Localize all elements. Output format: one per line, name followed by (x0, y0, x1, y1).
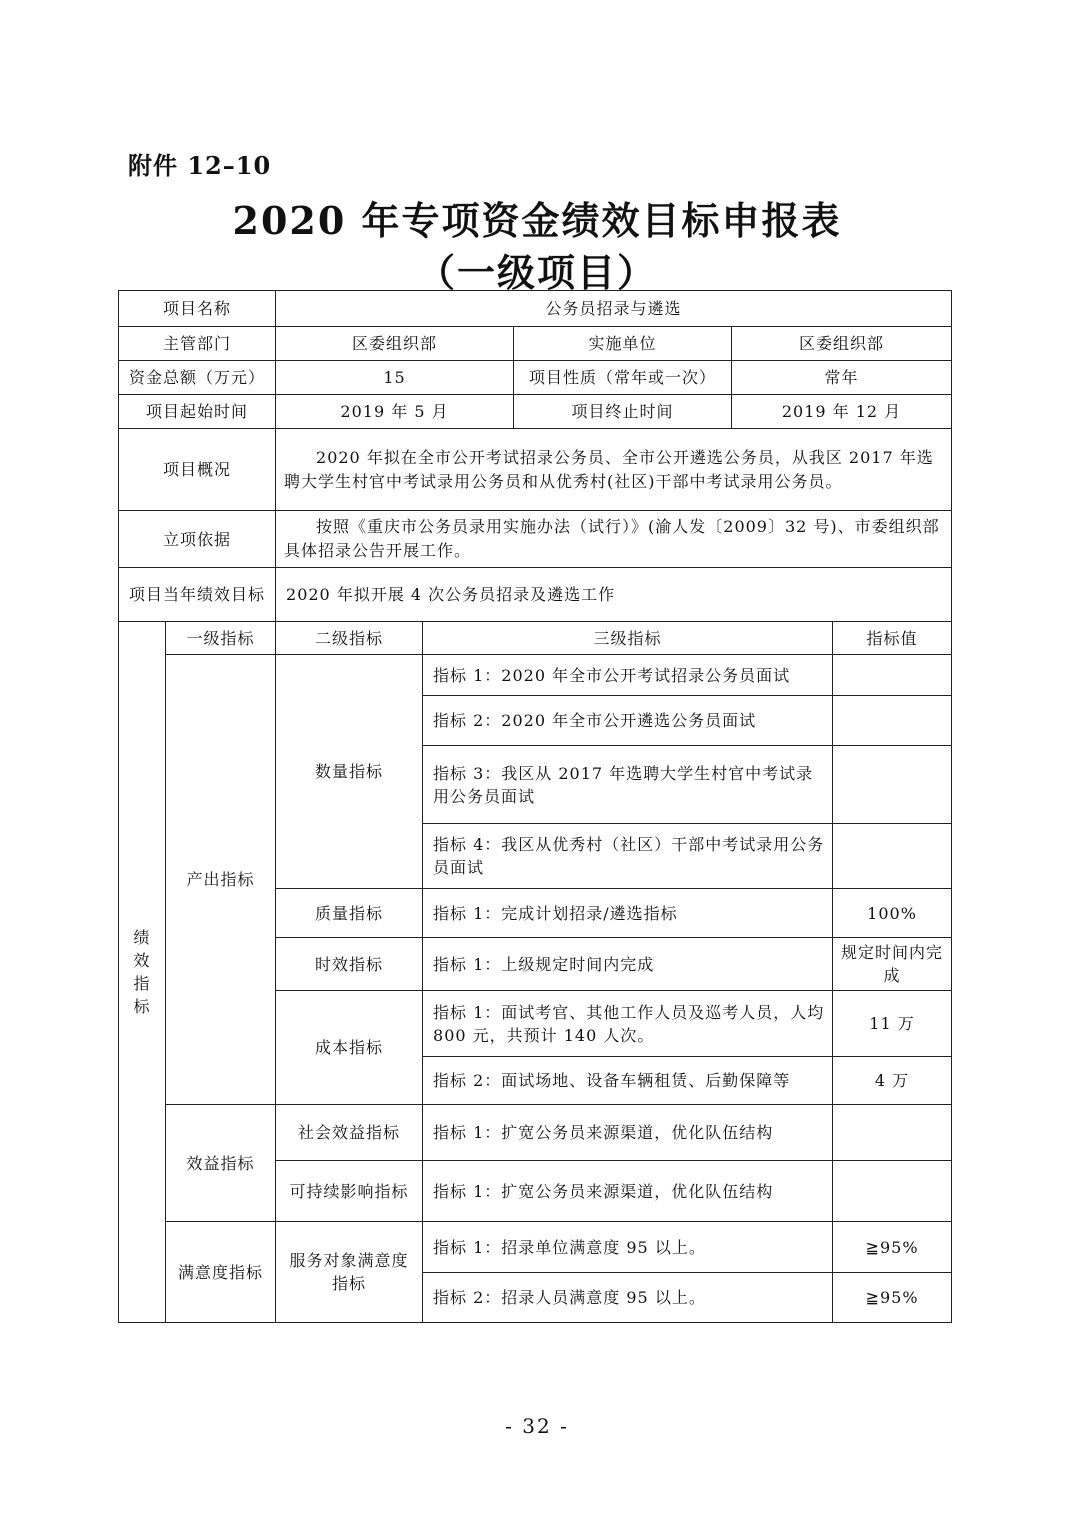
service-satisfaction-label: 服务对象满意度指标 (276, 1222, 423, 1323)
quantity-item-2: 指标 2：2020 年全市公开遴选公务员面试 (423, 696, 833, 746)
header-level3: 三级指标 (423, 622, 833, 655)
satisfaction-item-1: 指标 1：招录单位满意度 95 以上。 (423, 1222, 833, 1273)
timeliness-indicator-label: 时效指标 (276, 938, 423, 991)
row-dates (119, 395, 952, 429)
row-basis (119, 511, 952, 568)
performance-indicators-label: 绩效指标 (119, 622, 166, 1323)
basis-text: 按照《重庆市公务员录用实施办法（试行）》(渝人发〔2009〕32 号)、市委组织部具体招录公告开展工作。 (284, 517, 940, 560)
page-subtitle: （一级项目） (416, 250, 657, 295)
start-label: 项目起始时间 (119, 395, 276, 429)
satisfaction-item-2: 指标 2：招录人员满意度 95 以上。 (423, 1273, 833, 1323)
quantity-item-4: 指标 4：我区从优秀村（社区）干部中考试录用公务员面试 (423, 824, 833, 889)
cost-value-1: 11 万 (833, 991, 952, 1057)
nature-label: 项目性质（常年或一次） (514, 361, 732, 395)
overview-text: 2020 年拟在全市公开考试招录公务员、全市公开遴选公务员，从我区 2017 年选聘大学生村官中考试录用公务员和从优秀村(社区)干部中考试录用公务员。 (284, 447, 934, 491)
impl-label: 实施单位 (514, 327, 732, 361)
timeliness-value: 规定时间内完成 (833, 938, 952, 991)
row-satisfaction-1 (119, 1222, 952, 1273)
nature-value: 常年 (732, 361, 952, 395)
overview-label: 项目概况 (119, 429, 276, 511)
quantity-item-1: 指标 1：2020 年全市公开考试招录公务员面试 (423, 655, 833, 696)
overview-cell (276, 429, 952, 511)
satisfaction-indicator-label: 满意度指标 (166, 1222, 276, 1323)
fund-label: 资金总额（万元） (119, 361, 276, 395)
project-name-label: 项目名称 (119, 291, 276, 327)
quantity-item-3: 指标 3：我区从 2017 年选聘大学生村官中考试录用公务员面试 (423, 746, 833, 824)
row-department (119, 327, 952, 361)
satisfaction-value-2: ≧95% (833, 1273, 952, 1323)
end-label: 项目终止时间 (514, 395, 732, 429)
quantity-value-4 (833, 824, 952, 889)
social-value (833, 1105, 952, 1161)
fund-value: 15 (276, 361, 514, 395)
basis-label: 立项依据 (119, 511, 276, 568)
page-number: - 32 - (505, 1414, 569, 1438)
project-name-value: 公务员招录与遴选 (276, 291, 952, 327)
header-level1: 一级指标 (166, 622, 276, 655)
quality-item: 指标 1：完成计划招录/遴选指标 (423, 889, 833, 938)
output-indicator-label: 产出指标 (166, 655, 276, 1105)
cost-value-2: 4 万 (833, 1057, 952, 1105)
row-quantity-1 (119, 655, 952, 696)
social-indicator-label: 社会效益指标 (276, 1105, 423, 1161)
sustain-indicator-label: 可持续影响指标 (276, 1161, 423, 1222)
header-value: 指标值 (833, 622, 952, 655)
quality-value: 100% (833, 889, 952, 938)
sustain-item: 指标 1：扩宽公务员来源渠道，优化队伍结构 (423, 1161, 833, 1222)
row-social (119, 1105, 952, 1161)
quantity-value-2 (833, 696, 952, 746)
cost-item-1: 指标 1：面试考官、其他工作人员及巡考人员，人均 800 元，共预计 140 人次。 (423, 991, 833, 1057)
quantity-value-3 (833, 746, 952, 824)
cost-indicator-label: 成本指标 (276, 991, 423, 1105)
quantity-value-1 (833, 655, 952, 696)
row-overview (119, 429, 952, 511)
end-value: 2019 年 12 月 (732, 395, 952, 429)
header-level2: 二级指标 (276, 622, 423, 655)
row-goal (119, 568, 952, 622)
basis-cell (276, 511, 952, 568)
goal-value: 2020 年拟开展 4 次公务员招录及遴选工作 (276, 568, 952, 622)
timeliness-item: 指标 1：上级规定时间内完成 (423, 938, 833, 991)
goal-label: 项目当年绩效目标 (119, 568, 276, 622)
attachment-label: 附件 12–10 (128, 151, 272, 180)
impl-value: 区委组织部 (732, 327, 952, 361)
cost-item-2: 指标 2：面试场地、设备车辆租赁、后勤保障等 (423, 1057, 833, 1105)
row-indicator-headers (119, 622, 952, 655)
start-value: 2019 年 5 月 (276, 395, 514, 429)
dept-value: 区委组织部 (276, 327, 514, 361)
application-table (118, 290, 952, 1323)
page-title: 2020 年专项资金绩效目标申报表 (232, 198, 842, 243)
sustain-value (833, 1161, 952, 1222)
row-project-name (119, 291, 952, 327)
row-fund (119, 361, 952, 395)
quantity-indicator-label: 数量指标 (276, 655, 423, 889)
quality-indicator-label: 质量指标 (276, 889, 423, 938)
benefit-indicator-label: 效益指标 (166, 1105, 276, 1222)
dept-label: 主管部门 (119, 327, 276, 361)
social-item: 指标 1：扩宽公务员来源渠道，优化队伍结构 (423, 1105, 833, 1161)
satisfaction-value-1: ≧95% (833, 1222, 952, 1273)
